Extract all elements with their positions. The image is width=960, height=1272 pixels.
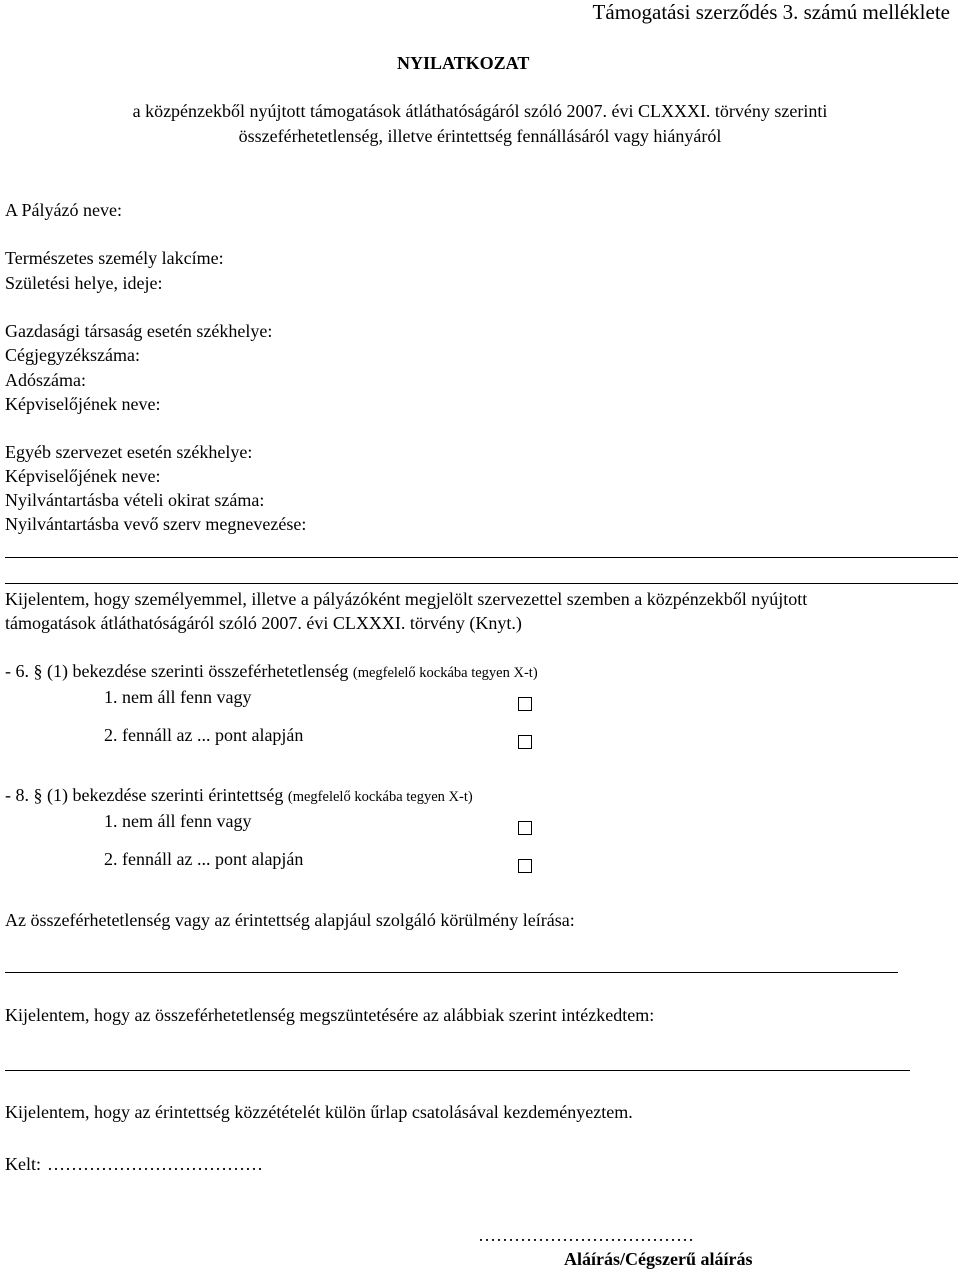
applicant-name-label: A Pályázó neve: <box>5 200 122 220</box>
declaration-intro-line-2: támogatások átláthatóságáról szóló 2007. évi CLXXXI. törvény (Knyt.) <box>5 613 522 633</box>
section-8-option-1-checkbox[interactable] <box>518 821 532 835</box>
section-8-paragraph: § (1) bekezdése szerinti érintettség <box>33 785 284 805</box>
section-6-option-2-checkbox[interactable] <box>518 735 532 749</box>
section-6-hint: (megfelelő kockába tegyen X-t) <box>352 665 538 681</box>
signature-field[interactable]: ……………………………… <box>478 1225 694 1245</box>
measures-field[interactable] <box>5 1070 910 1071</box>
signature-label: Aláírás/Cégszerű aláírás <box>564 1249 753 1269</box>
subtitle-line-2: összeférhetetlenség, illetve érintettség fennállásáról vagy hiányáról <box>238 126 722 146</box>
measures-label: Kijelentem, hogy az összeférhetetlenség megszüntetésére az alábbiak szerint intézkedtem: <box>5 1005 655 1025</box>
other-org-seat-label: Egyéb szervezet esetén székhelye: <box>5 442 253 462</box>
subtitle-line-1: a közpénzekből nyújtott támogatások átláthatóságáról szóló 2007. évi CLXXXI. törvény szerinti <box>132 101 828 121</box>
date-field[interactable]: ……………………………… <box>47 1154 263 1174</box>
section-6-option-1-label: 1. nem áll fenn vagy <box>104 687 252 707</box>
section-8-option-2-label: 2. fennáll az ... pont alapján <box>104 849 304 869</box>
natural-person-address-label: Természetes személy lakcíme: <box>5 248 224 268</box>
circumstance-description-field[interactable] <box>5 972 898 973</box>
tax-number-label: Adószáma: <box>5 370 86 390</box>
section-8-prefix: - 8. <box>5 785 29 805</box>
section-6-heading <box>5 662 538 681</box>
separator-line <box>5 557 958 558</box>
registering-body-label: Nyilvántartásba vevő szerv megnevezése: <box>5 514 307 534</box>
section-6-option-1-checkbox[interactable] <box>518 697 532 711</box>
section-8-option-1-label: 1. nem áll fenn vagy <box>104 811 252 831</box>
registration-document-number-label: Nyilvántartásba vételi okirat száma: <box>5 490 265 510</box>
section-6-option-2-label: 2. fennáll az ... pont alapján <box>104 725 304 745</box>
attachment-label: Támogatási szerződés 3. számú melléklete <box>592 0 950 24</box>
section-8-hint: (megfelelő kockába tegyen X-t) <box>287 789 473 805</box>
company-seat-label: Gazdasági társaság esetén székhelye: <box>5 321 273 341</box>
declaration-intro-line-1: Kijelentem, hogy személyemmel, illetve a pályázóként megjelölt szervezettel szemben a közpénzekből nyújtott <box>5 589 808 609</box>
section-6-paragraph: § (1) bekezdése szerinti összeférhetetlenség <box>33 661 349 681</box>
company-registry-number-label: Cégjegyzékszáma: <box>5 345 140 365</box>
section-8-heading <box>5 786 473 805</box>
company-representative-label: Képviselőjének neve: <box>5 394 161 414</box>
section-6-prefix: - 6. <box>5 661 29 681</box>
section-8-option-2-checkbox[interactable] <box>518 859 532 873</box>
separator-line <box>5 583 958 584</box>
circumstance-description-label: Az összeférhetetlenség vagy az érintettség alapjául szolgáló körülmény leírása: <box>5 910 575 930</box>
birth-place-date-label: Születési helye, ideje: <box>5 273 163 293</box>
publication-statement: Kijelentem, hogy az érintettség közzétételét külön űrlap csatolásával kezdeményeztem. <box>5 1102 633 1122</box>
other-org-representative-label: Képviselőjének neve: <box>5 466 161 486</box>
document-title: NYILATKOZAT <box>397 53 530 73</box>
date-label: Kelt: <box>5 1154 41 1174</box>
